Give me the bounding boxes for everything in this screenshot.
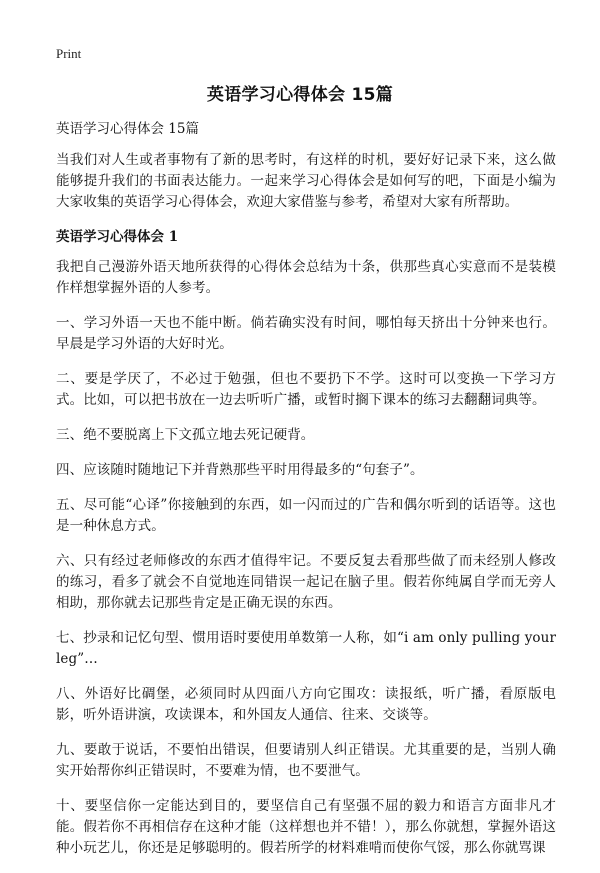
paragraph-tip-8: 八、外语好比碉堡，必须同时从四面八方向它围攻：读报纸，听广播，看原版电影，听外语讲演，攻读课本，和外国友人通信、往来、交谈等。: [56, 686, 556, 723]
section-heading: 英语学习心得体会 1: [56, 229, 179, 245]
page-title: 英语学习心得体会 15篇: [206, 85, 394, 105]
intro-paragraph: 当我们对人生或者事物有了新的思考时，有这样的时机，要好好记录下来，这么做能够提升我们的书面表达能力。一起来学习心得体会是如何写的吧，下面是小编为大家收集的英语学习心得体会，欢迎大家借鉴与参考，希望对大家有所帮助。: [56, 152, 556, 210]
article-body: [56, 120, 556, 873]
document-subtitle: 英语学习心得体会 15篇: [56, 121, 199, 137]
paragraph-tip-2: 二、要是学厌了，不必过于勉强，但也不要扔下不学。这时可以变换一下学习方式。比如，可以把书放在一边去听听广播，或暂时搁下课本的练习去翻翻词典等。: [56, 371, 556, 408]
paragraph-tip-9: 九、要敢于说话，不要怕出错误，但要请别人纠正错误。尤其重要的是，当别人确实开始帮你纠正错误时，不要难为情，也不要泄气。: [56, 742, 556, 779]
paragraph-tip-3: 三、绝不要脱离上下文孤立地去死记硬背。: [56, 427, 315, 443]
paragraph-tip-1: 一、学习外语一天也不能中断。倘若确实没有时间，哪怕每天挤出十分钟来也行。早晨是学习外语的大好时光。: [56, 315, 556, 352]
paragraph-tip-4: 四、应该随时随地记下并背熟那些平时用得最多的“句套子”。: [56, 462, 424, 478]
paragraph-tip-7: 七、抄录和记忆句型、惯用语时要使用单数第一人称，如“i am only pulling your leg”…: [56, 630, 556, 667]
paragraph-tip-10: 十、要坚信你一定能达到目的，要坚信自己有坚强不屈的毅力和语言方面非凡才能。假若你不再相信存在这种才能（这样想也并不错！），那么你就想，掌握外语这种小玩艺儿，你还是足够聪明的。假若所学的材料难啃而使你气馁，那么你就骂课: [56, 798, 556, 856]
print-link[interactable]: Print: [56, 46, 82, 61]
paragraph-opening: 我把自己漫游外语天地所获得的心得体会总结为十条，供那些真心实意而不是装模作样想掌握外语的人参考。: [56, 259, 556, 296]
paragraph-tip-5: 五、尽可能“心译”你接触到的东西，如一闪而过的广告和偶尔听到的话语等。这也是一种休息方式。: [56, 497, 556, 534]
paragraph-tip-6: 六、只有经过老师修改的东西才值得牢记。不要反复去看那些做了而未经别人修改的练习，看多了就会不自觉地连同错误一起记在脑子里。假若你纯属自学而无旁人相助，那你就去记那些肯定是正确无误的东西。: [56, 553, 556, 611]
